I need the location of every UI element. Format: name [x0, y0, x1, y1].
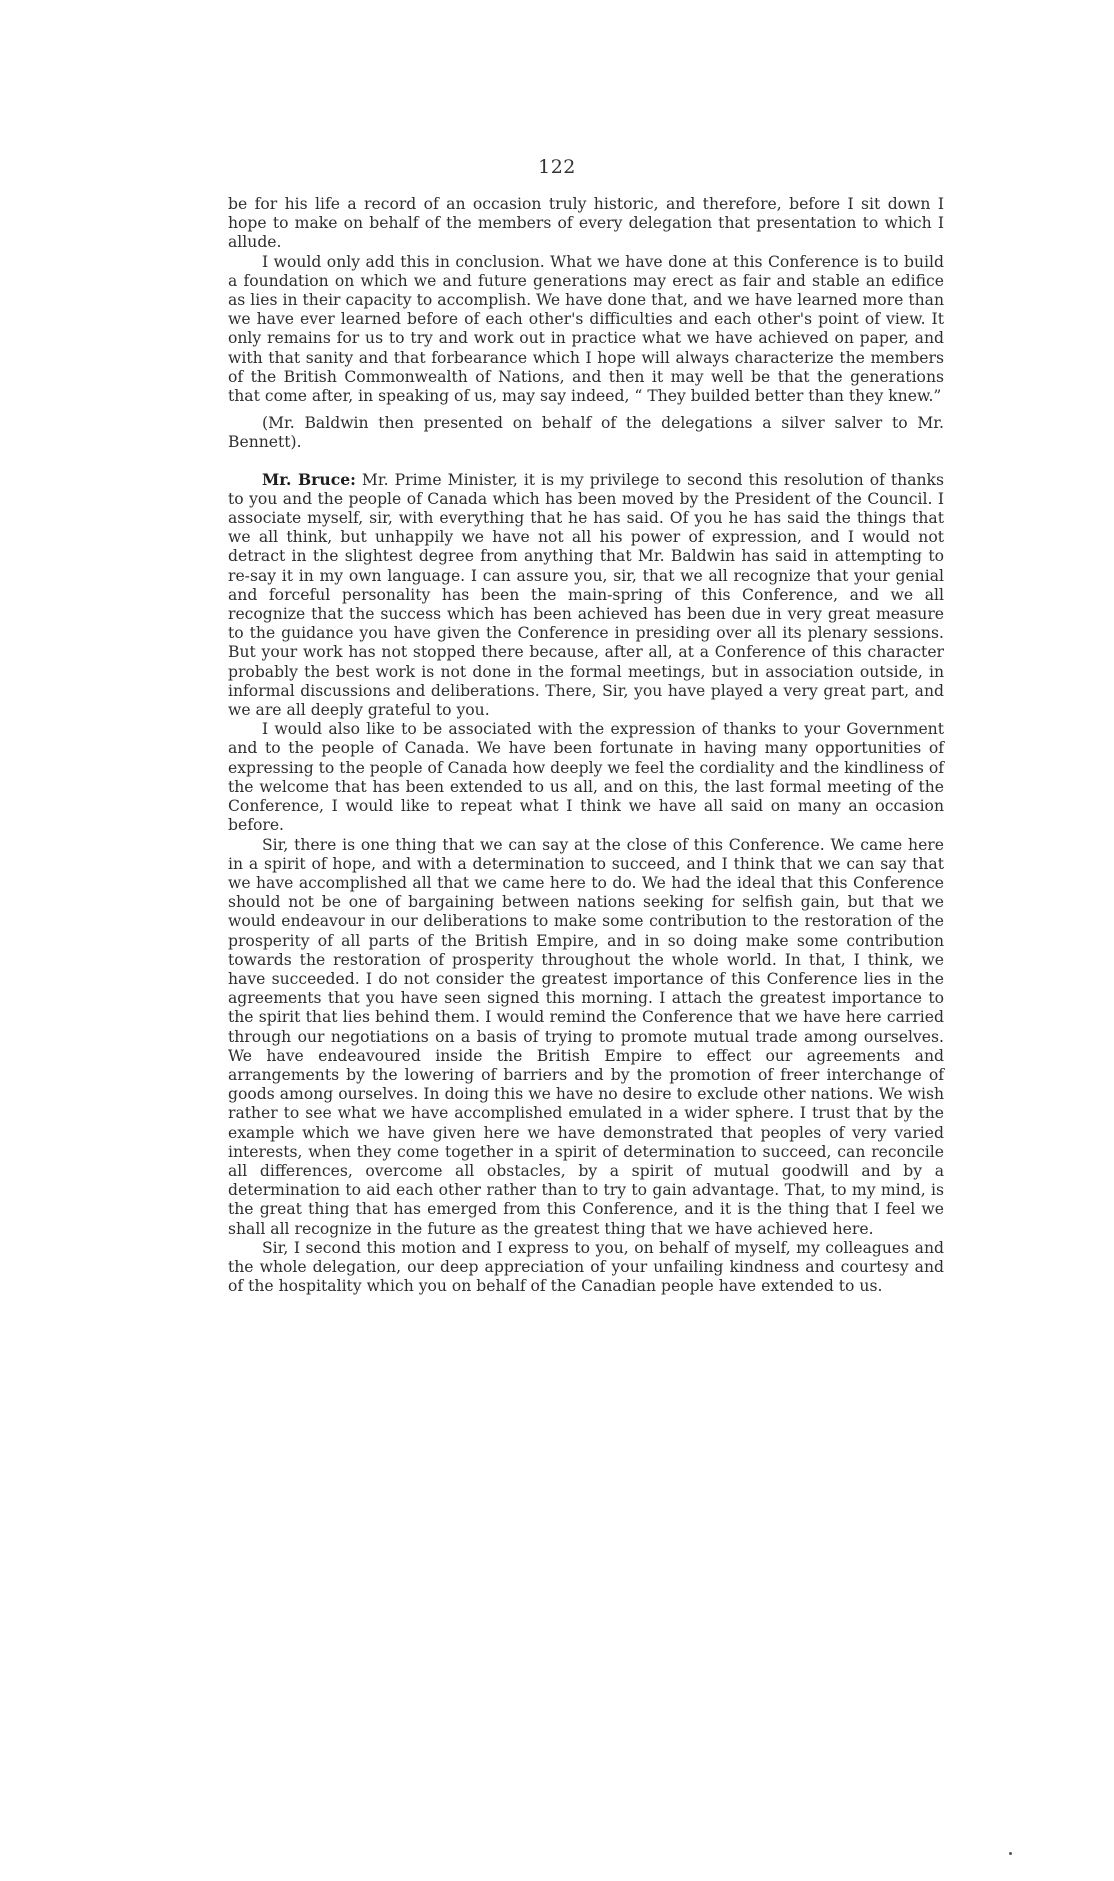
body-text [228, 195, 944, 1296]
paragraph-second-motion: Sir, I second this motion and I express to you, on behalf of myself, my colleagues and the whole delegation, our deep appreciation of your unfailing kindness and courtesy and of the hospitality which you on behalf of the Canadian people have extended to us. [228, 1238, 944, 1296]
scan-speck [1009, 1852, 1012, 1855]
speech-text: Mr. Prime Minister, it is my privilege to second this resolution of thanks to you and the people of Canada which has been moved by the President of the Council. I associate myself, sir, with everything that he has said. Of you he has said the things that we all think, but unhappily we have not all his power of expression, and I would not detract in the slightest degree from anything that Mr. Baldwin has said in attempting to re-say it in my own language. I can assure you, sir, that we all recognize that your genial and forceful personality has been the main-spring of this Conference, and we all recognize that the success which has been achieved has been due in very great measure to the guidance you have given the Conference in presiding over all its plenary sessions. But your work has not stopped there because, after all, at a Conference of this character probably the best work is not done in the formal meetings, but in association outside, in informal discussions and deliberations. There, Sir, you have played a very great part, and we are all deeply grateful to you. [228, 470, 944, 720]
speaker-name: Mr. Bruce: [262, 469, 356, 489]
paragraph-continuation: be for his life a record of an occasion truly historic, and therefore, before I sit down I hope to make on behalf of the members of every delegation that presentation to which I allude. [228, 195, 944, 252]
paragraph-presentation-note: (Mr. Baldwin then presented on behalf of the delegations a silver salver to Mr. Bennett). [228, 414, 944, 452]
paragraph-close-of-conference: Sir, there is one thing that we can say at the close of this Conference. We came here in a spirit of hope, and with a determination to succeed, and I think that we can say that we have accomplished all that we came here to do. We had the ideal that this Conference should not be one of bargaining between nations seeking for selfish gain, but that we would endeavour in our deliberations to make some contribution to the restoration of the prosperity of all parts of the British Empire, and in so doing make some contribution towards the restoration of prosperity throughout the whole world. In that, I think, we have succeeded. I do not consider the greatest importance of this Conference lies in the agreements that you have seen signed this morning. I attach the greatest importance to the spirit that lies behind them. I would remind the Conference that we have here carried through our negotiations on a basis of trying to promote mutual trade among ourselves. We have endeavoured inside the British Empire to effect our agreements and arrangements by the lowering of barriers and by the promotion of freer interchange of goods among ourselves. In doing this we have no desire to exclude other nations. We wish rather to see what we have accomplished emulated in a wider sphere. I trust that by the example which we have given here we have demonstrated that peoples of very varied interests, when they come together in a spirit of determination to succeed, can reconcile all differences, overcome all obstacles, by a spirit of mutual goodwill and by a determination to aid each other rather than to try to gain advantage. That, to my mind, is the great thing that has emerged from this Conference, and it is the thing that I feel we shall all recognize in the future as the greatest thing that we have achieved here. [228, 835, 944, 1238]
paragraph-bruce-speech [228, 470, 944, 721]
page-number: 122 [538, 156, 576, 178]
paragraph-gap [228, 453, 944, 470]
paragraph-gap [228, 406, 944, 414]
paragraph-thanks-government: I would also like to be associated with the expression of thanks to your Government and to the people of Canada. We have been fortunate in having many opportunities of expressing to the people of Canada how deeply we feel the cordiality and the kindliness of the welcome that has been extended to us all, and on this, the last formal meeting of the Conference, I would like to repeat what I think we have all said on many an occasion before. [228, 720, 945, 835]
paragraph-conclusion: I would only add this in conclusion. What we have done at this Conference is to build a foundation on which we and future generations may erect as fair and stable an edifice as lies in their capacity to accomplish. We have done that, and we have learned more than we have ever learned before of each other's difficulties and each other's point of view. It only remains for us to try and work out in practice what we have achieved on paper, and with that sanity and that forbearance which I hope will always characterize the members of the British Commonwealth of Nations, and then it may well be that the generations that come after, in speaking of us, may say indeed, “ They builded better than they knew.” [228, 252, 944, 406]
